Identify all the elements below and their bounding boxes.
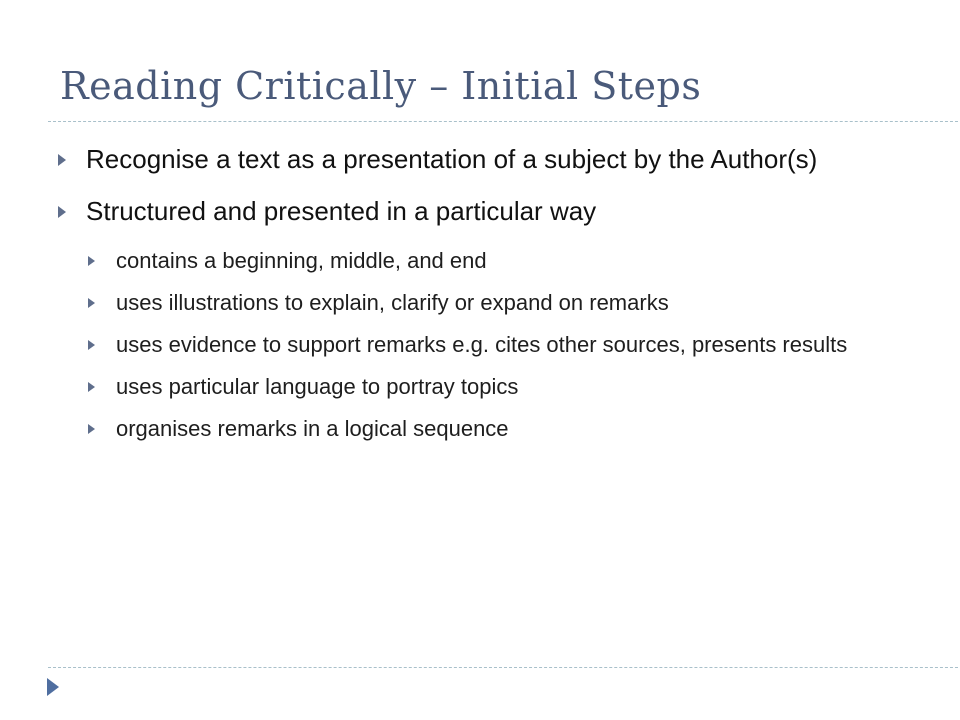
triangle-arrow-icon xyxy=(47,678,59,696)
sub-bullet-item xyxy=(58,330,878,360)
triangle-bullet-icon xyxy=(88,424,95,434)
sub-bullet-item xyxy=(58,414,878,444)
sub-bullet-item xyxy=(58,372,878,402)
sub-bullet-text: uses particular language to portray topics xyxy=(116,374,519,399)
sub-bullet-item xyxy=(58,246,878,276)
sub-bullet-text: uses illustrations to explain, clarify or expand on remarks xyxy=(116,290,669,315)
bullet-text: Recognise a text as a presentation of a subject by the Author(s) xyxy=(86,144,818,174)
sub-bullet-item xyxy=(58,288,878,318)
triangle-bullet-icon xyxy=(88,382,95,392)
triangle-bullet-icon xyxy=(58,154,66,166)
triangle-bullet-icon xyxy=(88,256,95,266)
title-divider xyxy=(48,121,960,122)
sub-bullet-text: organises remarks in a logical sequence xyxy=(116,416,509,441)
bullet-item xyxy=(58,194,878,228)
footer-divider xyxy=(48,667,960,668)
triangle-bullet-icon xyxy=(88,298,95,308)
sub-bullet-text: contains a beginning, middle, and end xyxy=(116,248,487,273)
slide-title: Reading Critically – Initial Steps xyxy=(60,64,702,108)
triangle-bullet-icon xyxy=(58,206,66,218)
bullet-item xyxy=(58,142,878,176)
sub-bullet-text: uses evidence to support remarks e.g. cites other sources, presents results xyxy=(116,332,848,357)
bullet-list xyxy=(58,142,878,456)
triangle-bullet-icon xyxy=(88,340,95,350)
bullet-text: Structured and presented in a particular way xyxy=(86,196,597,226)
